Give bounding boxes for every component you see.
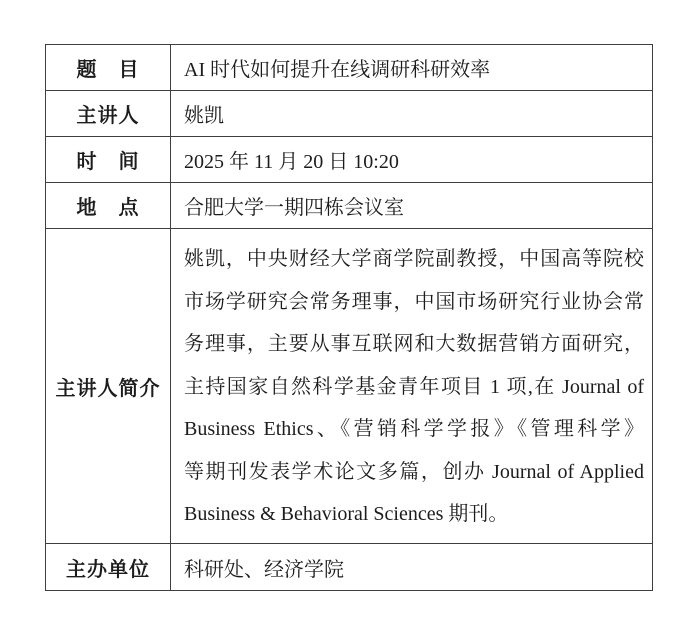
table-row-time [46,136,652,182]
bio-line: 姚凯，中央财经大学商学院副教授，中国高等院校 [184,248,644,270]
row-value-title: AI 时代如何提升在线调研科研效率 [184,59,491,81]
bio-line: 务理事，主要从事互联网和大数据营销方面研究， [184,333,644,355]
row-label-bio: 主讲人简介 [46,229,171,543]
row-value-time: 2025 年 11 月 20 日 10:20 [184,151,399,173]
row-label-speaker: 主讲人 [46,91,171,136]
row-label-location: 地 点 [46,183,171,228]
bio-line: 主持国家自然科学基金青年项目 1 项,在 Journal of [184,375,644,398]
row-label-title: 题 目 [46,45,171,90]
table-row-location [46,182,652,228]
table-row-title [46,45,652,90]
row-value-speaker: 姚凯 [184,105,224,127]
bio-line: 市场学研究会常务理事，中国市场研究行业协会常 [184,290,644,313]
row-value-organizer: 科研处、经济学院 [184,558,344,581]
row-label-organizer: 主办单位 [46,544,171,590]
bio-line: Business & Behavioral Sciences 期刊。 [184,503,509,525]
row-value-location: 合肥大学一期四栋会议室 [184,197,404,219]
table-row-speaker [46,90,652,136]
bio-line: Business Ethics、《营销科学学报》《管理科学》 [184,418,644,440]
row-label-time: 时 间 [46,137,171,182]
table-row-organizer [46,543,652,590]
row-value-bio [171,229,652,543]
lecture-info-table [45,44,653,591]
table-row-bio [46,228,652,543]
bio-line: 等期刊发表学术论文多篇，创办 Journal of Applied [184,460,644,483]
